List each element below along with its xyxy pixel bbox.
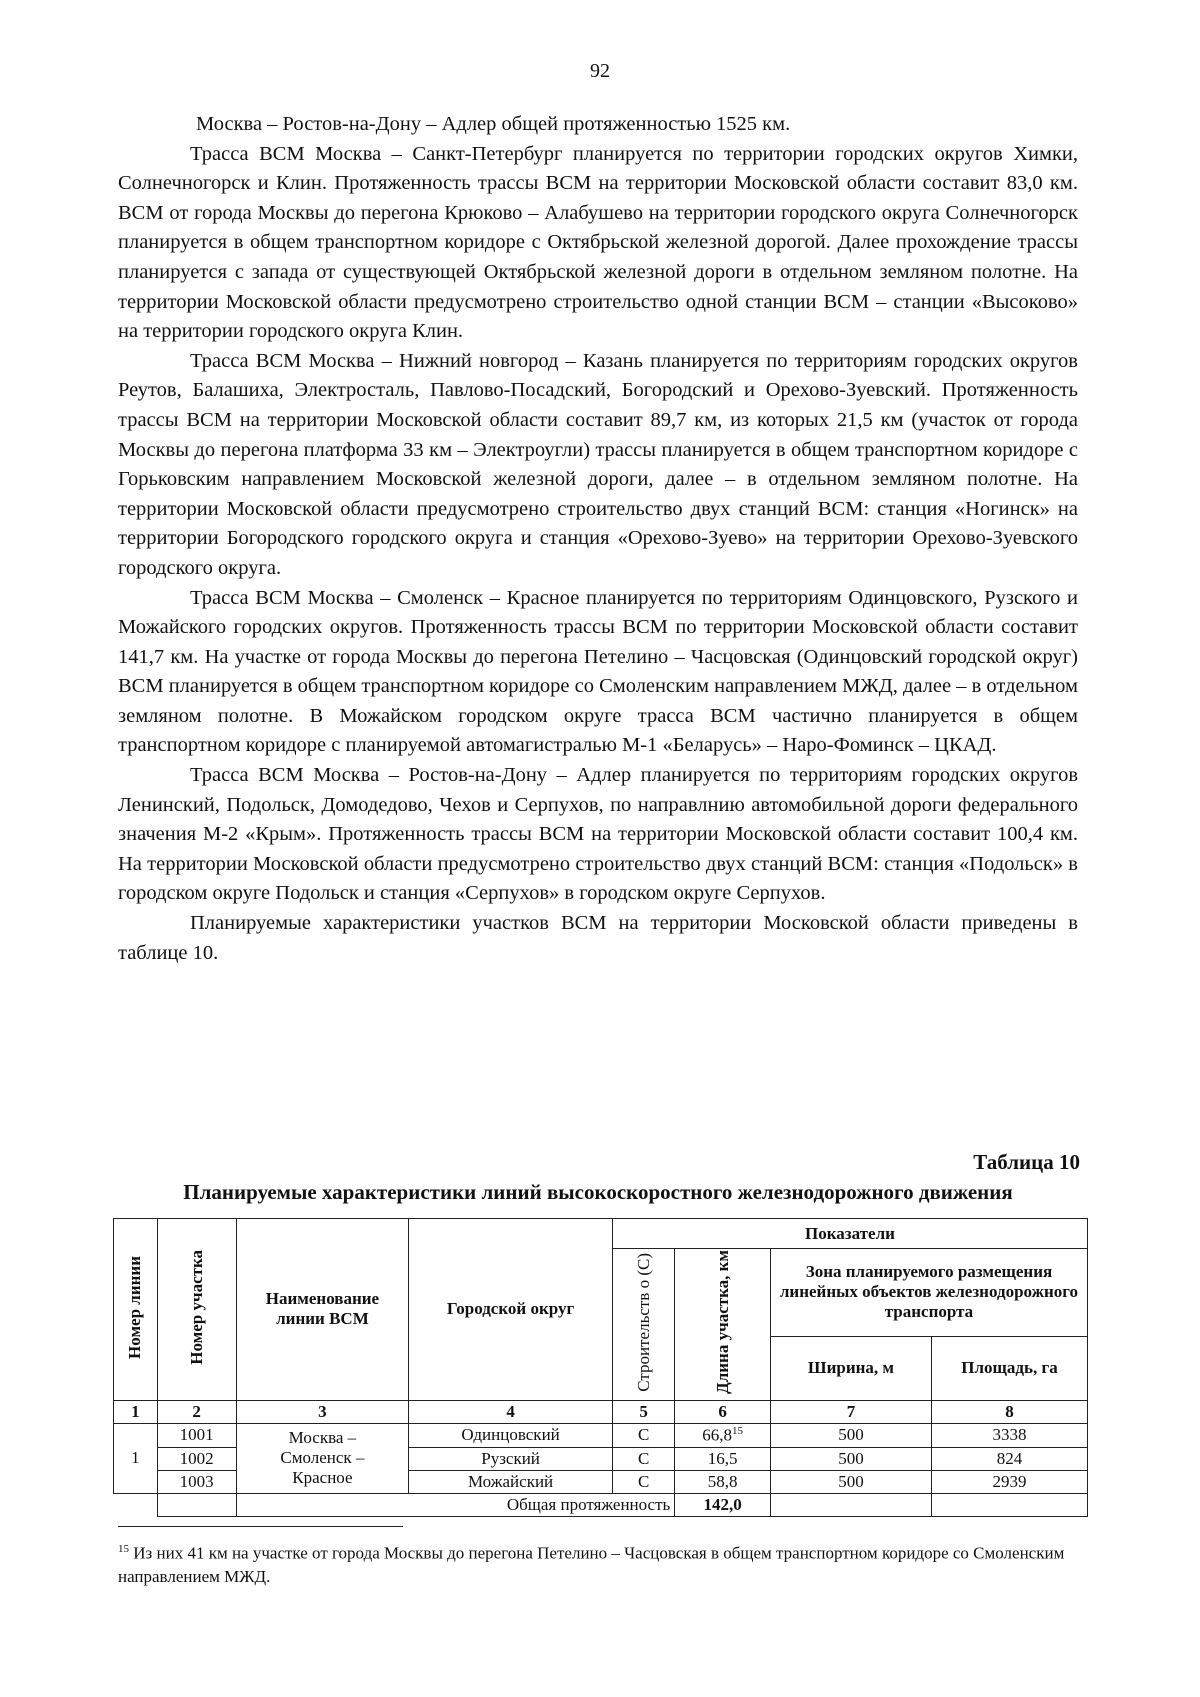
column-numbers-row: [114, 1400, 1088, 1423]
characteristics-table: [113, 1218, 1088, 1517]
width-cell: 500: [770, 1423, 931, 1447]
header-district: Городской округ: [409, 1219, 613, 1401]
paragraph: Трасса ВСМ Москва – Смоленск – Красное планируется по территориям Одинцовского, Рузского и Можайского городских округов. Протяженность трассы ВСМ по территории Московской области составит 141,7 км. На участке от города Москвы до перегона Петелино – Часцовская (Одинцовский городской округ) ВСМ планируется в общем транспортном коридоре со Смоленским направлением МЖД, далее – в отдельном земляном полотне. В Можайском городском округе трасса ВСМ частично планируется в общем транспортном коридоре с планируемой автомагистралью М-1 «Беларусь» – Наро-Фоминск – ЦКАД.: [118, 586, 1078, 757]
line-name-part: Москва –: [288, 1428, 357, 1448]
total-label: Общая протяженность: [236, 1493, 675, 1516]
footnote-divider: [118, 1526, 403, 1527]
header-length: Длина участка, км: [675, 1249, 771, 1401]
column-number: 3: [236, 1400, 409, 1423]
header-line-number: Номер линии: [114, 1219, 158, 1401]
construction-cell: С: [612, 1423, 674, 1447]
header-area: Площадь, га: [932, 1336, 1088, 1400]
area-cell: 3338: [932, 1423, 1088, 1447]
header-width: Ширина, м: [770, 1336, 931, 1400]
line-name-part: Красное: [292, 1468, 353, 1488]
width-cell: 500: [770, 1470, 931, 1493]
length-cell: 16,5: [675, 1447, 771, 1470]
paragraph: Трасса ВСМ Москва – Санкт-Петербург планируется по территории городских округов Химки, Солнечногорск и Клин. Протяженность трассы ВСМ на территории Московской области составит 83,0 км. ВСМ от города Москвы до перегона Крюково – Алабушево на территории городского округа Солнечногорск планируется в общем транспортном коридоре с Октябрьской железной дорогой. Далее прохождение трассы планируется с запада от существующей Октябрьской железной дороги в отдельном земляном полотне. На территории Московской области предусмотрено строительство одной станции ВСМ – станции «Высоково» на территории городского округа Клин.: [118, 142, 1078, 343]
column-number: 1: [114, 1400, 158, 1423]
paragraph: Планируемые характеристики участков ВСМ на территории Московской области приведены в таблице 10.: [118, 912, 1078, 964]
column-number: 2: [157, 1400, 236, 1423]
column-number: 8: [932, 1400, 1088, 1423]
body-text: [118, 110, 1078, 968]
footnote-marker: 15: [118, 1543, 129, 1555]
header-zone: Зона планируемого размещения линейных объектов железнодорожного транспорта: [770, 1249, 1087, 1337]
table-row: [114, 1423, 1088, 1447]
length-cell: 66,8$^{15}$: [675, 1423, 771, 1447]
total-value: 142,0: [675, 1493, 771, 1516]
header-line-name: Наименование линии ВСМ: [236, 1219, 409, 1401]
table-title: Планируемые характеристики линий высокоскоростного железнодорожного движения: [183, 1180, 1013, 1204]
width-cell: 500: [770, 1447, 931, 1470]
table-number: Таблица 10: [973, 1150, 1080, 1174]
footnote-text: Из них 41 км на участке от города Москвы до перегона Петелино – Часцовская в общем транспортном коридоре со Смоленским направлением МЖД.: [118, 1543, 1065, 1586]
section-cell: 1001: [157, 1423, 236, 1447]
paragraph: Трасса ВСМ Москва – Нижний новгород – Казань планируется по территориям городских округов Реутов, Балашиха, Электросталь, Павлово-Посадский, Богородский и Орехово-Зуевский. Протяженность трассы ВСМ на территории Московской области составит 89,7 км, из которых 21,5 км (участок от города Москвы до перегона платформа 33 км – Электроугли) трассы планируется в общем транспортном коридоре с Горьковским направлением Московской железной дороги, далее – в отдельном земляном полотне. На территории Московской области предусмотрено строительство двух станций ВСМ: станция «Ногинск» на территории Богородского городского округа и станция «Орехово-Зуево» на территории Орехово-Зуевского городского округа.: [118, 349, 1078, 579]
section-cell: 1003: [157, 1470, 236, 1493]
area-cell: 2939: [932, 1470, 1088, 1493]
total-row: [114, 1493, 1088, 1516]
paragraph: Трасса ВСМ Москва – Ростов-на-Дону – Адлер планируется по территориям городских округов Ленинский, Подольск, Домодедово, Чехов и Серпухов, по направлнию автомобильной дороги федерального значения М-2 «Крым». Протяженность трассы ВСМ на территории Московской области составит 100,4 км. На территории Московской области предусмотрено строительство двух станций ВСМ: станция «Подольск» в городском округе Подольск и станция «Серпухов» в городском округе Серпухов.: [118, 764, 1078, 905]
page-number: 92: [590, 60, 610, 82]
district-cell: Одинцовский: [409, 1423, 613, 1447]
header-indicators: Показатели: [612, 1219, 1087, 1249]
section-cell: 1002: [157, 1447, 236, 1470]
footnote-ref: 15: [731, 1424, 743, 1437]
paragraph: Москва – Ростов-на-Дону – Адлер общей протяженностью 1525 км.: [196, 113, 791, 135]
area-cell: 824: [932, 1447, 1088, 1470]
district-cell: Можайский: [409, 1470, 613, 1493]
column-number: 6: [675, 1400, 771, 1423]
footnote: [118, 1538, 1078, 1588]
line-name-part: Смоленск –: [280, 1448, 365, 1468]
header-construction: Строительств о (С): [612, 1249, 674, 1401]
line-name-cell: [236, 1423, 409, 1493]
header-section-number: Номер участка: [157, 1219, 236, 1401]
construction-cell: С: [612, 1470, 674, 1493]
column-number: 4: [409, 1400, 613, 1423]
construction-cell: С: [612, 1447, 674, 1470]
line-number-cell: 1: [114, 1423, 158, 1493]
column-number: 5: [612, 1400, 674, 1423]
district-cell: Рузский: [409, 1447, 613, 1470]
column-number: 7: [770, 1400, 931, 1423]
length-cell: 58,8: [675, 1470, 771, 1493]
